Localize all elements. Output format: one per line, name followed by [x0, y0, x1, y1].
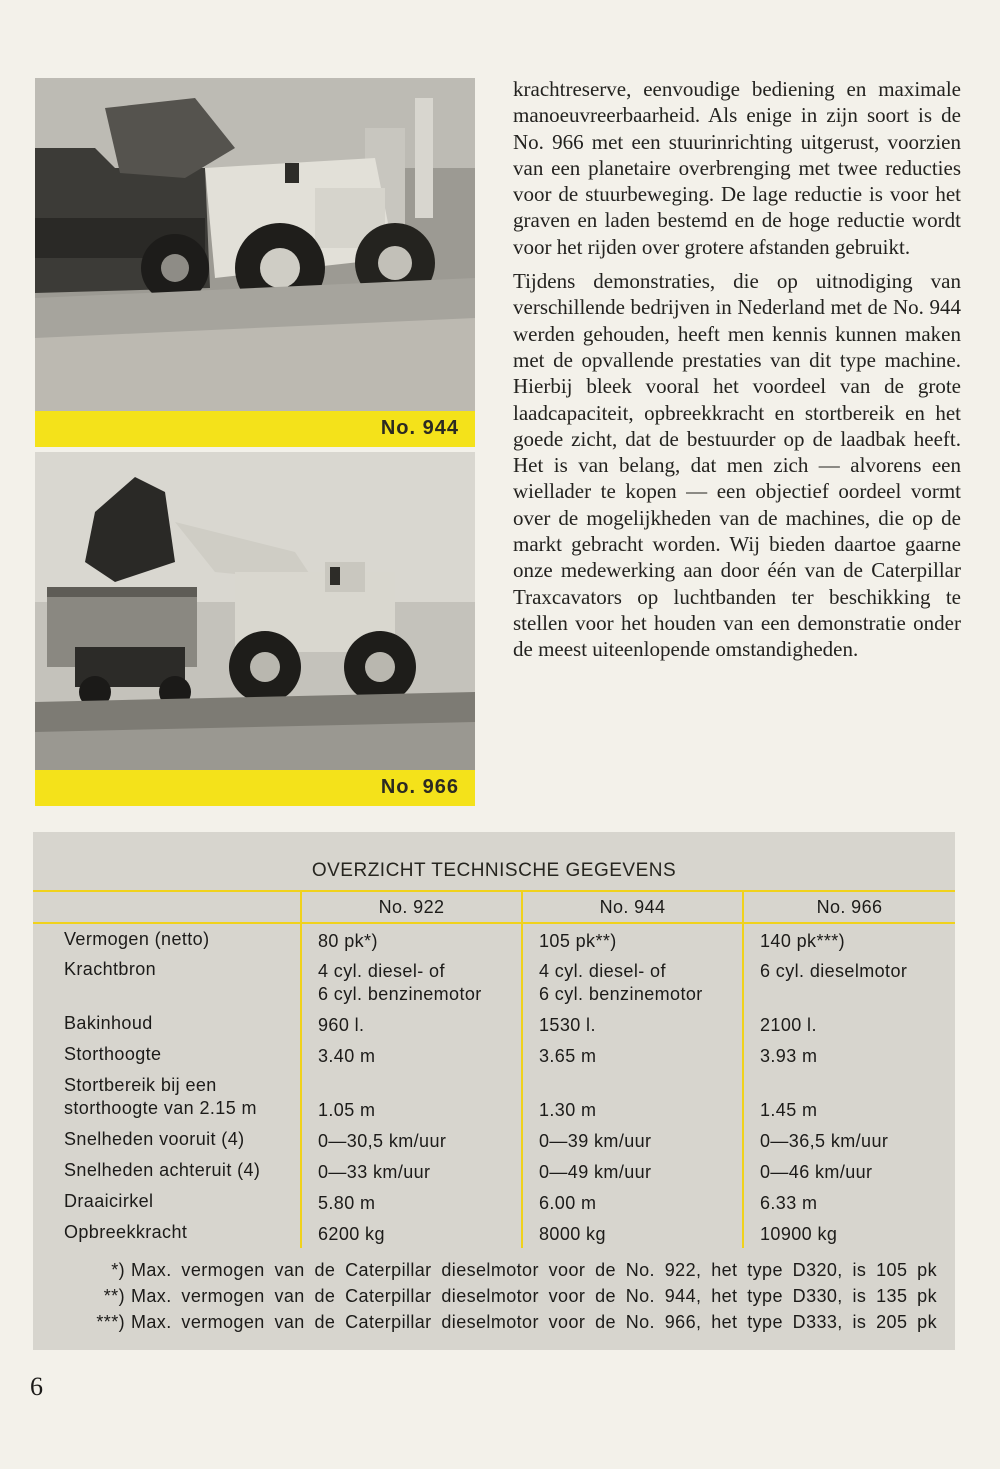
photo-caption: No. 944	[380, 417, 459, 439]
column-header: No. 944	[522, 891, 743, 923]
spec-value: 960 l.	[301, 1008, 522, 1039]
spec-value: 5.80 m	[301, 1186, 522, 1217]
spec-value: 105 pk**)	[522, 923, 743, 954]
spec-row	[33, 1124, 955, 1155]
spec-label: Snelheden vooruit (4)	[64, 1129, 245, 1149]
spec-row	[33, 923, 955, 954]
footnotes	[33, 1257, 937, 1335]
spec-label: Krachtbron	[64, 959, 157, 979]
footnote	[33, 1283, 937, 1309]
spec-label: Storthoogte	[64, 1044, 162, 1064]
spec-value: 4 cyl. diesel- of 6 cyl. benzinemotor	[522, 954, 743, 1008]
caption-bar-966	[35, 770, 475, 806]
body-paragraph: krachtreserve, eenvoudige bediening en maximale manoeuvreerbaarheid. Als enige in zijn soort is de No. 966 met een stuurinrichting uitgerust, voorzien van een planetaire overbrenging met twee reducties voor de stuurbeweging. De lage reductie is voor het graven en laden bestemd en de hoge reductie wordt voor het rijden over grotere afstanden gebruikt.	[513, 77, 961, 259]
spec-row	[33, 1217, 955, 1248]
spec-value: 140 pk***)	[743, 923, 955, 954]
specs-table	[33, 890, 955, 1248]
spec-value: 1.45 m	[743, 1070, 955, 1124]
spec-value: 1530 l.	[522, 1008, 743, 1039]
loader-photo-944	[35, 78, 475, 411]
spec-row	[33, 1008, 955, 1039]
spec-row	[33, 1039, 955, 1070]
spec-row	[33, 1070, 955, 1124]
spec-value: 3.40 m	[301, 1039, 522, 1070]
spec-value: 2100 l.	[743, 1008, 955, 1039]
loader-photo-966	[35, 452, 475, 770]
page-number: 6	[30, 1372, 43, 1401]
spec-value: 0—30,5 km/uur	[301, 1124, 522, 1155]
specs-header-blank	[33, 891, 301, 923]
spec-value: 0—49 km/uur	[522, 1155, 743, 1186]
spec-row	[33, 1155, 955, 1186]
spec-label: Vermogen (netto)	[64, 929, 210, 949]
specs-header-row	[33, 891, 955, 923]
footnote-text: Max. vermogen van de Caterpillar dieselmotor voor de No. 966, het type D333, is 205 pk	[131, 1312, 937, 1332]
spec-value: 0—36,5 km/uur	[743, 1124, 955, 1155]
spec-value: 6.33 m	[743, 1186, 955, 1217]
footnote	[33, 1257, 937, 1283]
spec-value: 3.65 m	[522, 1039, 743, 1070]
specs-title: OVERZICHT TECHNISCHE GEGEVENS	[311, 860, 677, 881]
spec-value: 6200 kg	[301, 1217, 522, 1248]
spec-row	[33, 954, 955, 1008]
body-text	[513, 76, 961, 663]
spec-value: 0—39 km/uur	[522, 1124, 743, 1155]
spec-label: Opbreekkracht	[64, 1222, 188, 1242]
spec-label: Snelheden achteruit (4)	[64, 1160, 261, 1180]
spec-value: 6 cyl. dieselmotor	[743, 954, 955, 1008]
technical-specs-box	[33, 832, 955, 1350]
caption-bar-944	[35, 411, 475, 447]
footnote-text: Max. vermogen van de Caterpillar dieselmotor voor de No. 922, het type D320, is 105 pk	[131, 1260, 937, 1280]
spec-value: 1.30 m	[522, 1070, 743, 1124]
spec-label: Draaicirkel	[64, 1191, 154, 1211]
spec-value: 6.00 m	[522, 1186, 743, 1217]
photo-caption: No. 966	[380, 776, 459, 798]
spec-value: 1.05 m	[301, 1070, 522, 1124]
spec-label: Bakinhoud	[64, 1013, 153, 1033]
loader-944-illustration	[35, 78, 475, 411]
spec-value: 0—46 km/uur	[743, 1155, 955, 1186]
spec-value: 10900 kg	[743, 1217, 955, 1248]
column-header: No. 922	[301, 891, 522, 923]
spec-value: 80 pk*)	[301, 923, 522, 954]
footnote-mark: ***)	[96, 1312, 125, 1332]
body-paragraph: Tijdens demonstraties, die op uitnodiging van verschillende bedrijven in Nederland met de No. 944 werden gehouden, heeft men kennis kunnen maken met de opvallende prestaties van dit type machine. Hierbij bleek vooral het voordeel van de grote laadcapaciteit, opbreekkracht en stortbereik en het goede zicht, dat de bestuurder op de laadbak heeft. Het is van belang, dat men zich — alvorens een wiellader te kopen — een objectief oordeel vormt over de mogelijkheden van de machines, die op de markt gebracht worden. Wij bieden daartoe gaarne onze medewerking aan door één van de Caterpillar Traxcavators op luchtbanden ter beschikking te stellen voor het houden van een demonstratie onder de meest uiteenlopende omstandigheden.	[513, 269, 961, 662]
spec-value: 4 cyl. diesel- of 6 cyl. benzinemotor	[301, 954, 522, 1008]
spec-row	[33, 1186, 955, 1217]
loader-966-illustration	[35, 452, 475, 770]
footnote-text: Max. vermogen van de Caterpillar dieselmotor voor de No. 944, het type D330, is 135 pk	[131, 1286, 937, 1306]
footnote-mark: **)	[103, 1286, 125, 1306]
footnote-mark: *)	[111, 1260, 125, 1280]
spec-value: 8000 kg	[522, 1217, 743, 1248]
column-header: No. 966	[743, 891, 955, 923]
spec-value: 3.93 m	[743, 1039, 955, 1070]
spec-value: 0—33 km/uur	[301, 1155, 522, 1186]
spec-label: Stortbereik bij een storthoogte van 2.15 m	[64, 1075, 257, 1118]
footnote	[33, 1309, 937, 1335]
